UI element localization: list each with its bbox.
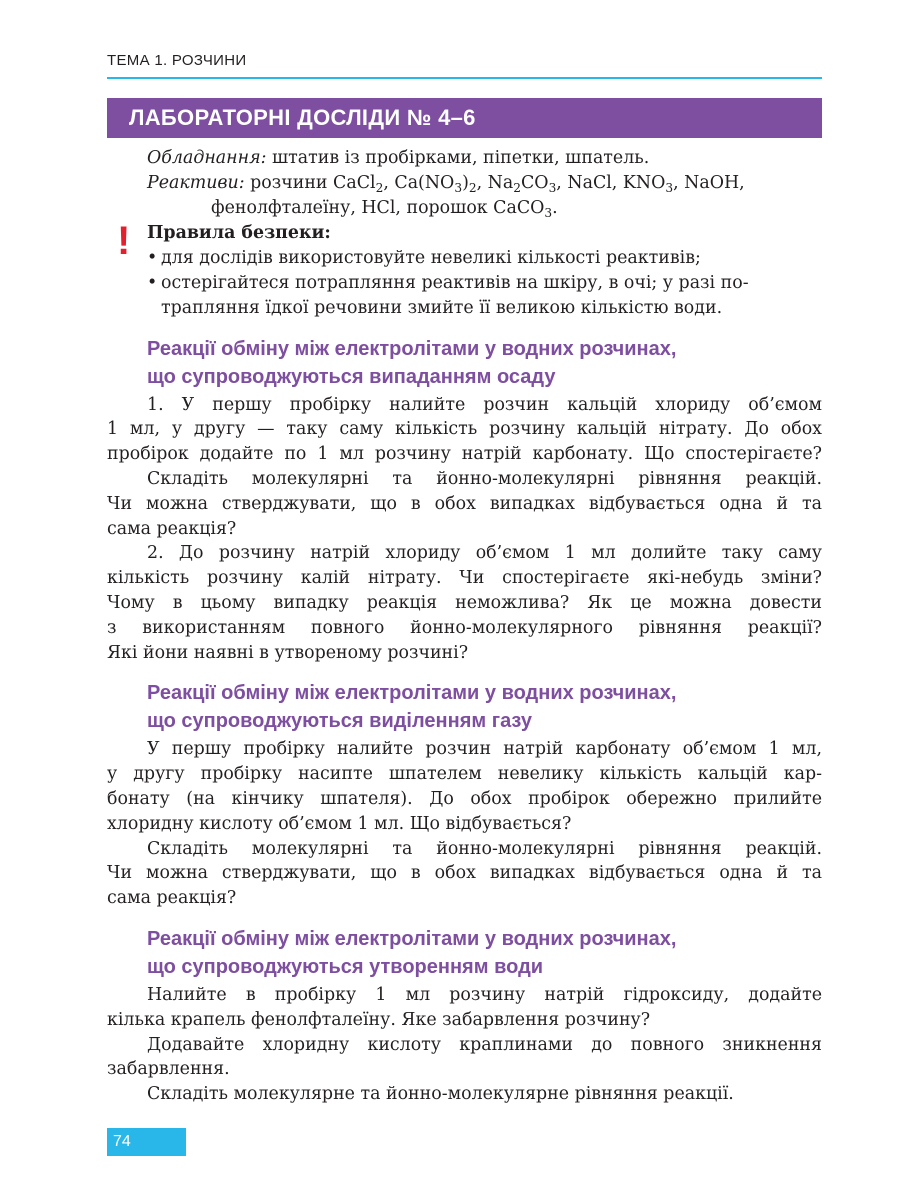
- text-line: Складіть молекулярне та йонно-молекулярне рівняння реакції.: [147, 1084, 734, 1105]
- text-line: з використанням повного йонно-молекулярного рівняння реакції?: [107, 617, 822, 638]
- reagents-line-2: фенолфталеїну, HCl, порошок CaCO$_3$.: [211, 197, 558, 220]
- text-line: Налийте в пробірку 1 мл розчину натрій гідроксиду, додайте: [147, 984, 822, 1005]
- text-line: Додавайте хлоридну кислоту краплинами до повного зникнення: [147, 1034, 822, 1055]
- paragraph: [107, 393, 822, 467]
- equipment-text: штатив із пробірками, піпетки, шпатель.: [266, 148, 650, 168]
- safety-bullet-text: для дослідів використовуйте невеликі кількості реактивів;: [161, 248, 701, 269]
- text-line: Які йони наявні в утвореному розчині?: [107, 642, 469, 663]
- warning-icon: !: [117, 219, 131, 264]
- text-line: Чому в цьому випадку реакція неможлива? Як це можна довести: [107, 592, 822, 613]
- text-line: Чи можна стверджувати, що в обох випадках відбувається одна й та: [107, 863, 822, 884]
- text-line: Складіть молекулярні та йонно-молекулярні рівняння реакцій.: [147, 468, 822, 489]
- paragraph: [107, 467, 822, 541]
- safety-bullet: [107, 246, 822, 271]
- text-line: Складіть молекулярні та йонно-молекулярні рівняння реакцій.: [147, 838, 822, 859]
- safety-block: [107, 221, 822, 320]
- bullet-dot-icon: •: [147, 272, 158, 293]
- page-content: [107, 146, 822, 1107]
- running-header: ТЕМА 1. РОЗЧИНИ: [107, 52, 247, 69]
- paragraph: [107, 837, 822, 911]
- header-rule: [107, 77, 822, 79]
- safety-bullet-text: остерігайтеся потрапляння реактивів на шкіру, в очі; у разі по-: [161, 272, 749, 293]
- safety-bullet-continuation: трапляння їдкої речовини змийте її великою кількістю води.: [161, 297, 723, 318]
- text-line: У першу пробірку налийте розчин натрій карбонату об’ємом 1 мл,: [147, 739, 822, 760]
- section-heading-line: що супроводжуються виділенням газу: [147, 710, 532, 733]
- equipment-line: [107, 146, 822, 171]
- paragraph: [107, 1033, 822, 1083]
- text-line: кілька крапель фенолфталеїну. Яке забарвлення розчину?: [107, 1009, 651, 1030]
- paragraph: [107, 737, 822, 836]
- text-line: хлоридну кислоту об’ємом 1 мл. Що відбувається?: [107, 813, 572, 834]
- section-heading: [107, 925, 822, 981]
- reagents-formulas: розчини CaCl$_2$, $Ca(NO_3)_2$, $Na_2CO_3$, NaCl, $KNO_3$, NaOH,: [250, 172, 745, 195]
- paragraph: [107, 1082, 822, 1107]
- section-heading-line: Реакції обміну між електролітами у водних розчинах,: [147, 927, 677, 950]
- text-line: 2. До розчину натрій хлориду об’ємом 1 мл долийте таку саму: [147, 543, 822, 564]
- paragraph: [107, 541, 822, 665]
- text-line: 1. У першу пробірку налийте розчин кальцій хлориду об’ємом: [147, 394, 822, 415]
- text-line: пробірок додайте по 1 мл розчину натрій карбонату. Що спостерігаєте?: [107, 444, 822, 465]
- reagents-label: Реактиви:: [147, 172, 245, 193]
- section-heading-line: що супроводжуються випаданням осаду: [147, 365, 556, 388]
- text-line: сама реакція?: [107, 888, 237, 909]
- reagents-line-2-text: фенолфталеїну, HCl, порошок CaCO: [211, 197, 545, 218]
- text-line: забарвлення.: [107, 1059, 230, 1080]
- section-banner: ЛАБОРАТОРНІ ДОСЛІДИ № 4–6: [107, 98, 822, 138]
- section-heading: [107, 679, 822, 735]
- text-line: Чи можна стверджувати, що в обох випадках відбувається одна й та: [107, 493, 822, 514]
- section-heading-line: що супроводжуються утворенням води: [147, 955, 544, 978]
- text-line: 1 мл, у другу — таку саму кількість розчину кальцій нітрату. До обох: [107, 419, 822, 440]
- safety-title: Правила безпеки:: [147, 223, 331, 244]
- equipment-label: Обладнання:: [147, 148, 267, 168]
- text-line: сама реакція?: [107, 518, 237, 539]
- page-number: 74: [107, 1128, 186, 1156]
- text-line: у другу пробірку насипте шпателем невелику кількість кальцій кар-: [107, 764, 822, 785]
- bullet-dot-icon: •: [147, 248, 158, 269]
- paragraph: [107, 983, 822, 1033]
- reagents-line: [107, 171, 822, 196]
- text-line: кількість розчину калій нітрату. Чи спостерігаєте які-небудь зміни?: [107, 568, 822, 589]
- section-heading-line: Реакції обміну між електролітами у водних розчинах,: [147, 682, 677, 705]
- text-line: бонату (на кінчику шпателя). До обох пробірок обережно прилийте: [107, 788, 822, 809]
- section-heading: [107, 335, 822, 391]
- section-heading-line: Реакції обміну між електролітами у водних розчинах,: [147, 337, 677, 360]
- safety-bullet: [107, 271, 822, 296]
